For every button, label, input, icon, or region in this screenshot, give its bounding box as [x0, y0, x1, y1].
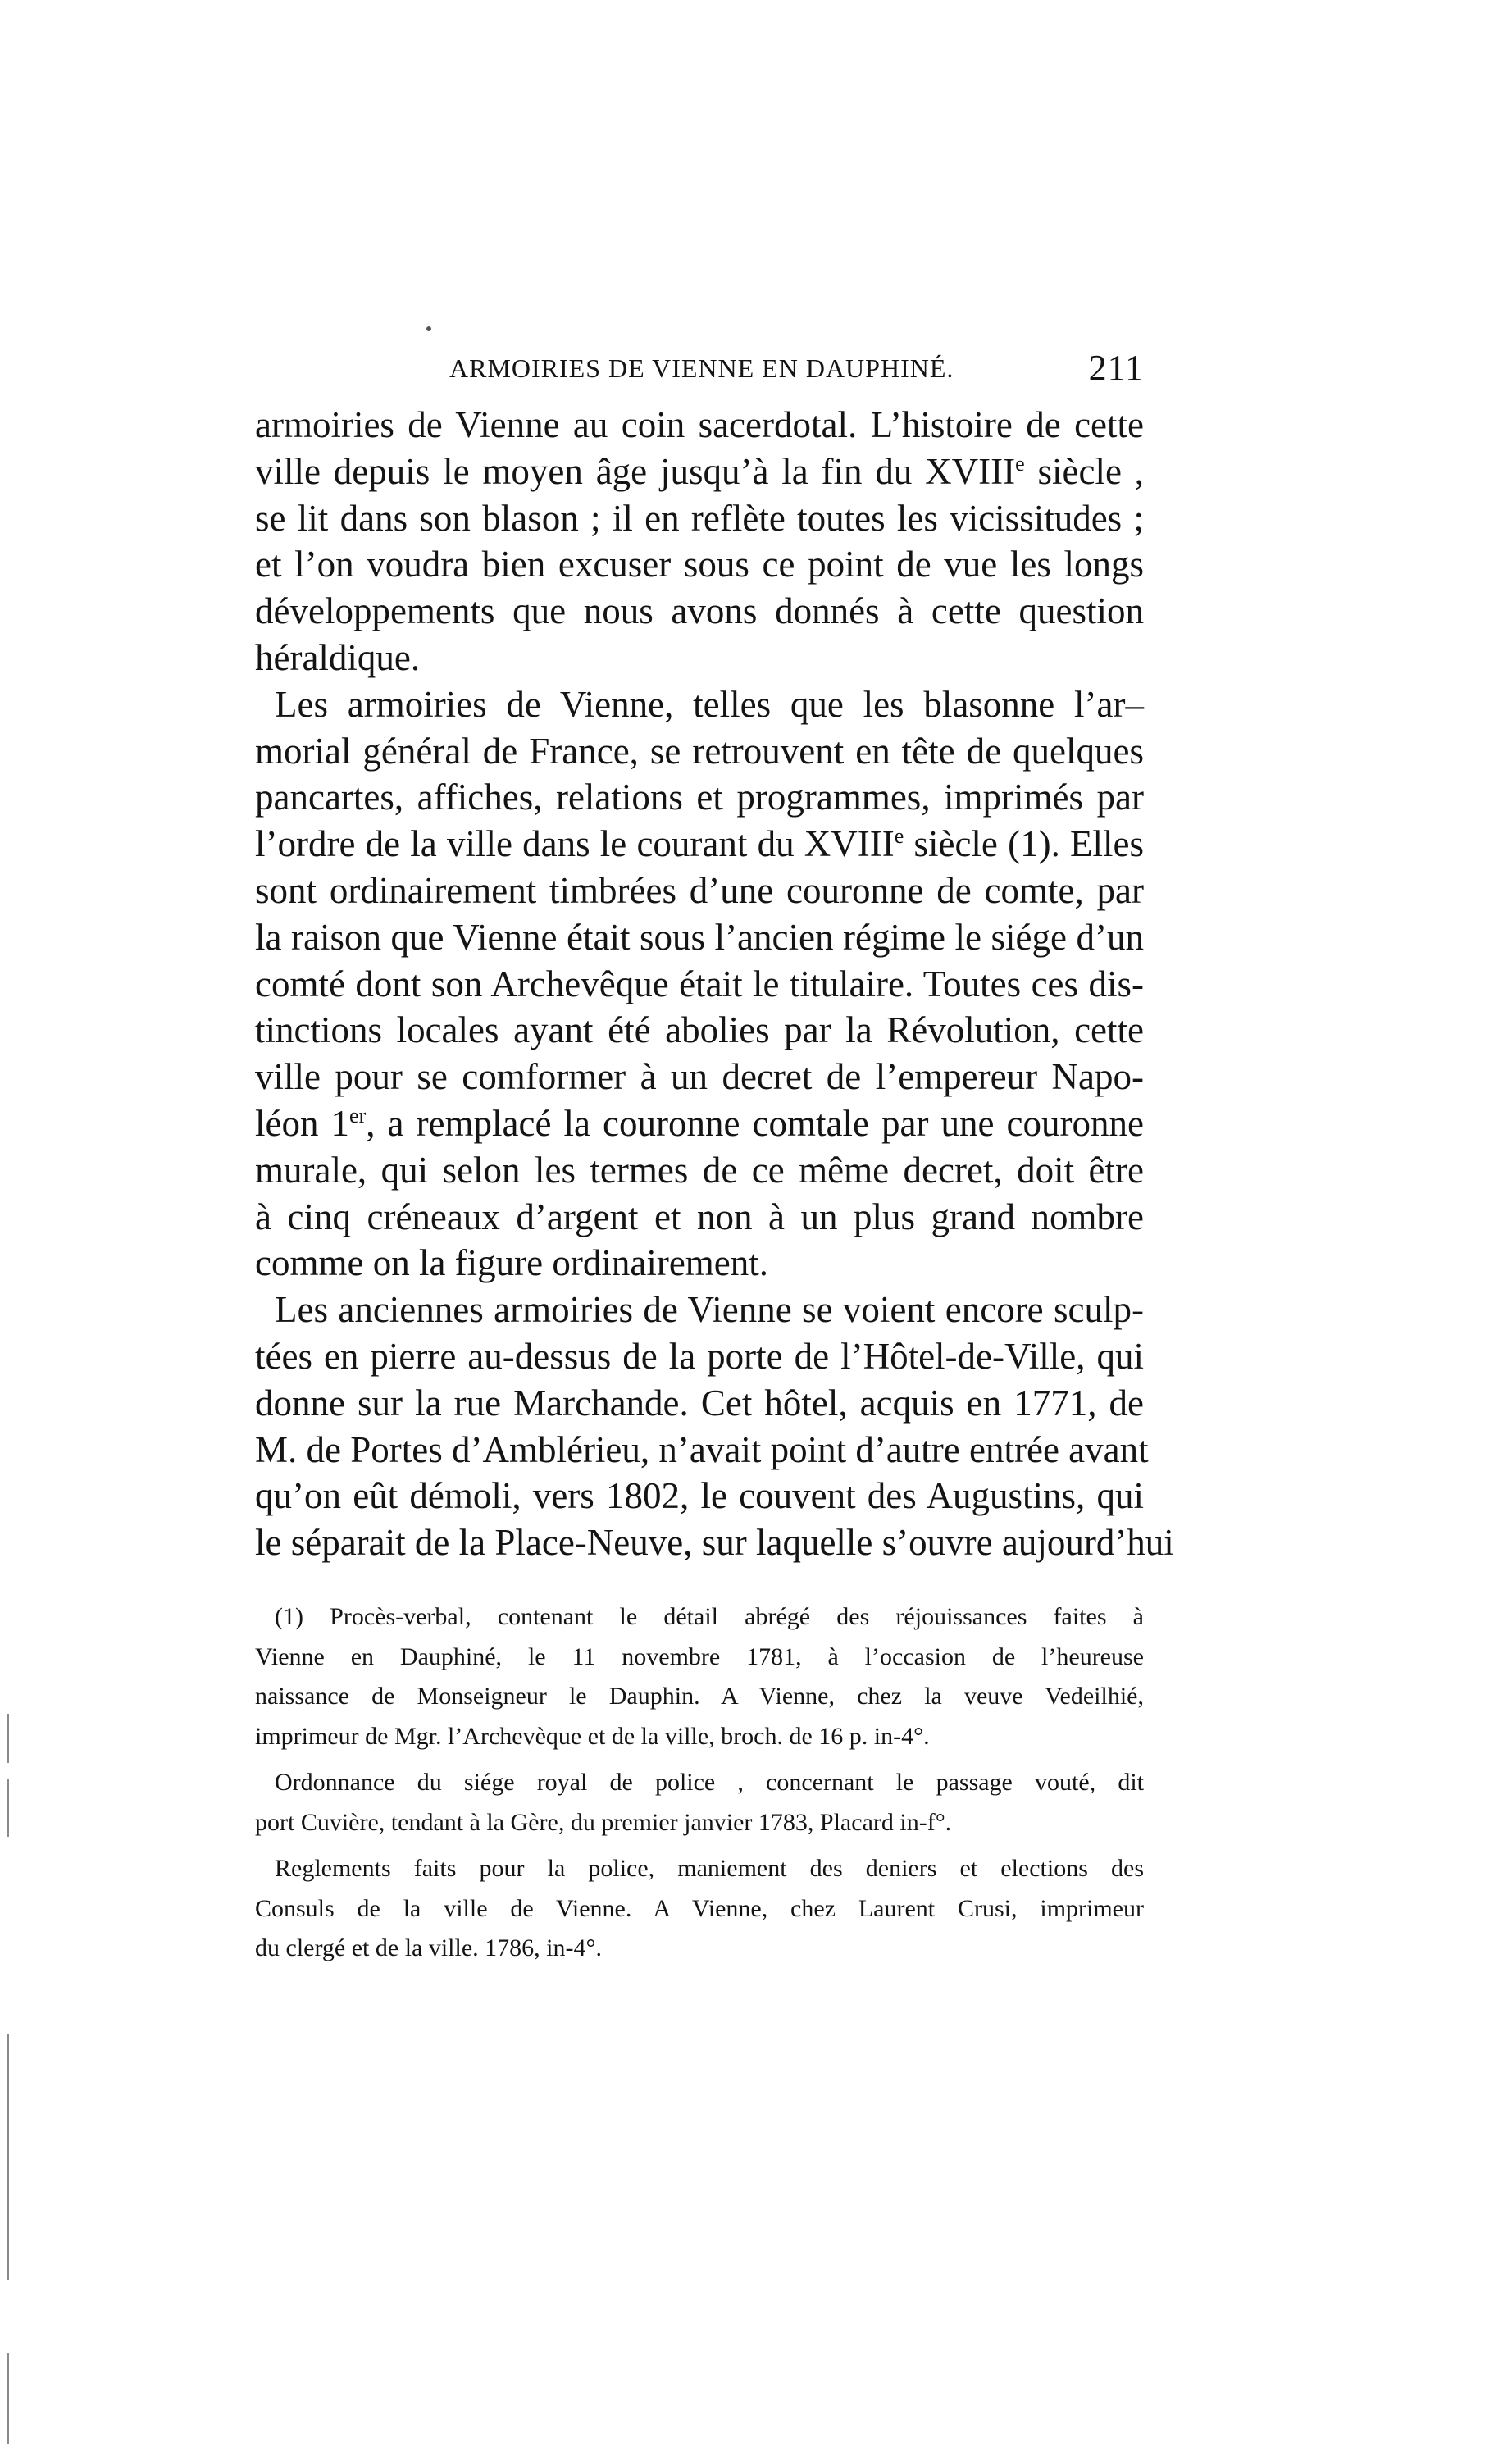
body-line: sont ordinairement timbrées d’une couronne de comte, par: [255, 869, 1144, 911]
body-line: tées en pierre au-dessus de la porte de l’Hôtel-de-Ville, qui: [255, 1335, 1144, 1377]
body-line-text: siècle (1). Elles: [904, 823, 1144, 865]
footnote-line: naissance de Monseigneur le Dauphin. A Vienne, chez la veuve Vedeilhié,: [255, 1683, 1144, 1710]
page-number: 211: [1088, 348, 1144, 388]
body-line-text: léon 1: [255, 1102, 350, 1144]
footnote-line: Ordonnance du siége royal de police , concernant le passage vouté, dit: [275, 1769, 1144, 1796]
body-line: comté dont son Archevêque était le titulaire. Toutes ces dis-: [255, 963, 1144, 1004]
body-line: donne sur la rue Marchande. Cet hôtel, acquis en 1771, de: [255, 1382, 1144, 1424]
superscript: e: [1015, 451, 1025, 476]
body-line: la raison que Vienne était sous l’ancien régime le siége d’un: [255, 916, 1144, 958]
running-head-title: ARMOIRIES DE VIENNE EN DAUPHINÉ.: [449, 353, 954, 383]
scan-margin-mark: [7, 2353, 9, 2444]
body-line: développements que nous avons donnés à cette question: [255, 590, 1144, 632]
body-line: Les armoiries de Vienne, telles que les blasonne l’ar–: [275, 683, 1144, 725]
body-line: qu’on eût démoli, vers 1802, le couvent des Augustins, qui: [255, 1475, 1144, 1517]
body-line: [255, 449, 1144, 495]
footnote-line: imprimeur de Mgr. l’Archevèque et de la ville, broch. de 16 p. in-4°.: [255, 1722, 930, 1750]
footnote-line: Reglements faits pour la police, maniement des deniers et elections des: [275, 1855, 1144, 1882]
scan-margin-mark: [7, 2034, 9, 2280]
body-line-text: l’ordre de la ville dans le courant du XVIII: [255, 823, 895, 865]
footnote-line: (1) Procès-verbal, contenant le détail abrégé des réjouissances faites à: [275, 1603, 1144, 1630]
body-line: à cinq créneaux d’argent et non à un plus grand nombre: [255, 1196, 1144, 1237]
footnote-line: port Cuvière, tendant à la Gère, du premier janvier 1783, Placard in-f°.: [255, 1808, 952, 1836]
body-line-text: ville depuis le moyen âge jusqu’à la fin du XVIII: [255, 450, 1016, 492]
body-line: et l’on voudra bien excuser sous ce point de vue les longs: [255, 544, 1144, 585]
footnote-line: Vienne en Dauphiné, le 11 novembre 1781, à l’occasion de l’heureuse: [255, 1642, 1144, 1670]
footnote-line: Consuls de la ville de Vienne. A Vienne, chez Laurent Crusi, imprimeur: [255, 1894, 1144, 1922]
body-line: morial général de France, se retrouvent en tête de quelques: [255, 730, 1144, 772]
body-line: tinctions locales ayant été abolies par la Révolution, cette: [255, 1009, 1144, 1051]
superscript: e: [894, 824, 904, 849]
body-line: comme on la figure ordinairement.: [255, 1242, 769, 1284]
footnotes: [255, 1597, 1144, 1969]
body-line: [255, 821, 1144, 868]
body-line: se lit dans son blason ; il en reflète toutes les vicissitudes ;: [255, 497, 1144, 539]
body-line: [255, 1100, 1144, 1147]
superscript: er: [349, 1103, 367, 1128]
body-line: ville pour se comformer à un decret de l’empereur Napo-: [255, 1056, 1144, 1098]
body-text: [255, 402, 1174, 1566]
body-line: pancartes, affiches, relations et programmes, imprimés par: [255, 777, 1144, 818]
body-line: armoiries de Vienne au coin sacerdotal. L’histoire de cette: [255, 404, 1144, 445]
scan-margin-mark: [7, 1714, 9, 1763]
body-line-text: siècle ,: [1024, 450, 1144, 492]
body-line: le séparait de la Place-Neuve, sur laquelle s’ouvre aujourd’hui: [255, 1522, 1174, 1564]
footnote-line: du clergé et de la ville. 1786, in-4°.: [255, 1934, 602, 1961]
footnote-gap: [255, 1843, 1144, 1849]
body-line: M. de Portes d’Amblérieu, n’avait point d’autre entrée avant: [255, 1428, 1149, 1470]
body-line: murale, qui selon les termes de ce même decret, doit être: [255, 1149, 1144, 1191]
scan-margin-mark: [7, 1779, 9, 1837]
body-line: Les anciennes armoiries de Vienne se voient encore sculp-: [275, 1289, 1144, 1331]
footnote-gap: [255, 1756, 1144, 1763]
ink-speck: [426, 326, 431, 331]
body-line-text: , a remplacé la couronne comtale par une couronne: [366, 1102, 1144, 1144]
body-line: héraldique.: [255, 636, 421, 678]
